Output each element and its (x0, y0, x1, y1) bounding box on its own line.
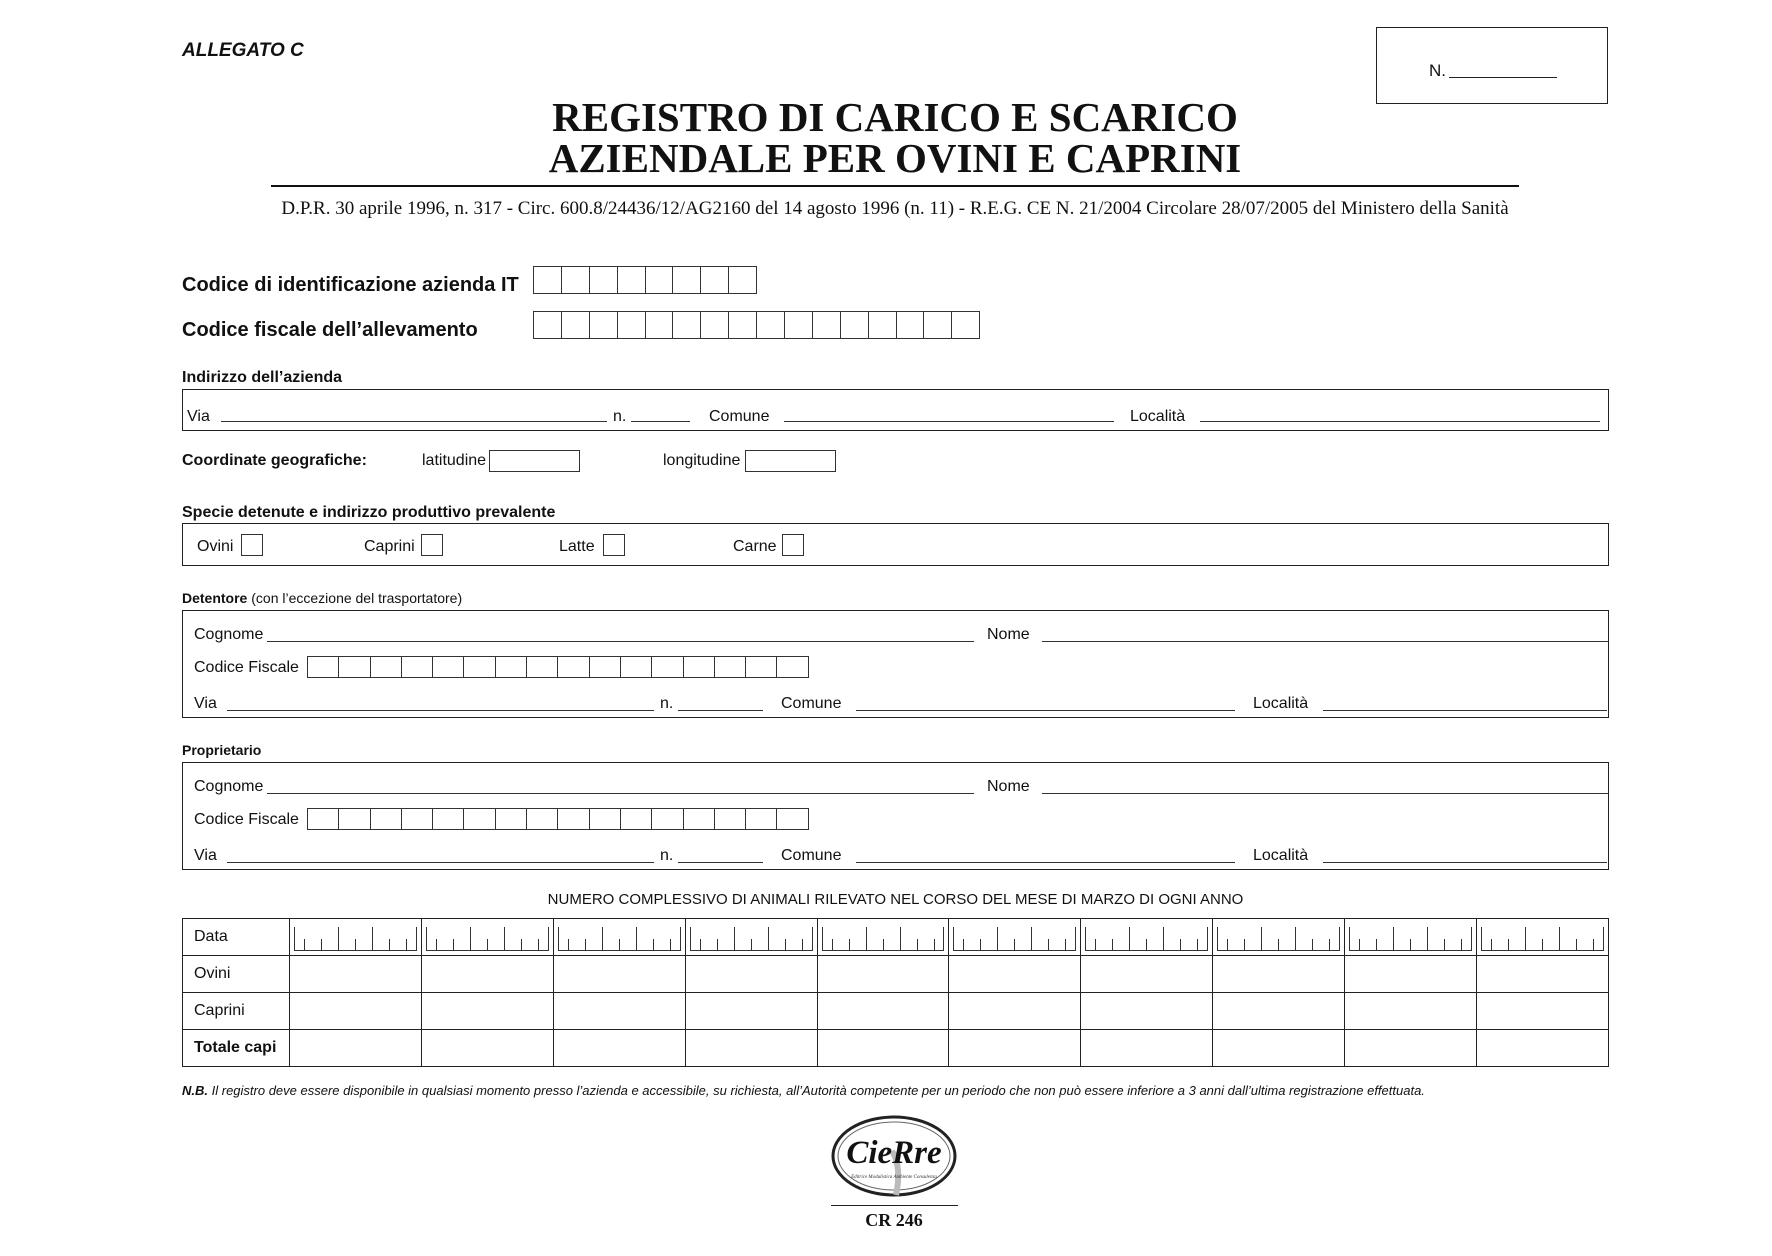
census-row-totale (183, 1030, 1609, 1067)
date-tick (832, 939, 833, 951)
census-row-label: Ovini (183, 956, 290, 993)
proprietario-number-field[interactable] (678, 862, 763, 863)
count-cell[interactable] (1345, 1030, 1477, 1067)
code-cell[interactable] (652, 809, 683, 829)
register-number-box (1376, 27, 1608, 104)
species-frame (182, 523, 1609, 566)
date-cell[interactable] (1345, 919, 1477, 956)
date-tick (406, 939, 407, 951)
detentore-comune-label: Comune (781, 695, 842, 712)
count-cell[interactable] (289, 956, 421, 993)
detentore-via-field[interactable] (227, 710, 654, 711)
code-cell[interactable] (729, 312, 757, 338)
date-tick (538, 939, 539, 951)
date-tick (436, 939, 437, 951)
date-cell[interactable] (685, 919, 817, 956)
date-tick (1146, 939, 1147, 951)
code-cell[interactable] (433, 809, 464, 829)
logo-wordmark: CieRre (846, 1135, 942, 1171)
address-via-field[interactable] (221, 421, 607, 422)
address-number-field[interactable] (631, 421, 690, 422)
allegato-label: ALLEGATO C (182, 40, 304, 61)
census-row-data (183, 919, 1609, 956)
carne-label: Carne (733, 538, 777, 555)
code-cell[interactable] (952, 312, 980, 338)
count-cell[interactable] (289, 1030, 421, 1067)
register-number-label: N. (1429, 61, 1446, 80)
count-cell[interactable] (817, 956, 949, 993)
proprietario-nome-field[interactable] (1042, 793, 1608, 794)
date-tick (355, 939, 356, 951)
date-tick (470, 927, 471, 951)
census-row-caprini (183, 993, 1609, 1030)
date-tick (1163, 927, 1164, 951)
date-tick (1112, 939, 1113, 951)
count-cell[interactable] (1081, 956, 1213, 993)
code-cell[interactable] (646, 312, 674, 338)
count-cell[interactable] (1476, 956, 1608, 993)
legal-reference: D.P.R. 30 aprile 1996, n. 317 - Circ. 600.8/24436/12/AG2160 del 14 agosto 1996 (n. 11) - R.E.G. CE N. 21/2004 Circolare 28/07/2005 del Ministero della Sanità (281, 198, 1509, 219)
proprietario-comune-field[interactable] (856, 862, 1235, 863)
date-tick (568, 939, 569, 951)
date-tick (1129, 927, 1130, 951)
date-tick (1427, 927, 1428, 951)
date-tick (1376, 939, 1377, 951)
code-cell[interactable] (402, 657, 433, 677)
footer-note-text: Il registro deve essere disponibile in qualsiasi momento presso l’azienda e accessibile, su richiesta, all’Autorità competente per un periodo che non può essere inferiore a 3 anni dall’ultima registrazione effettuata. (211, 1083, 1425, 1098)
caprini-label: Caprini (364, 538, 415, 555)
date-tick (504, 927, 505, 951)
date-tick (1095, 939, 1096, 951)
proprietario-frame (182, 762, 1609, 870)
code-cell[interactable] (777, 809, 808, 829)
proprietario-localita-field[interactable] (1323, 862, 1607, 863)
logo-tagline: Editrice Modulistica Ambiente Consulenza (851, 1175, 937, 1180)
count-cell[interactable] (949, 993, 1081, 1030)
detentore-cognome-label: Cognome (194, 626, 264, 643)
date-tick (602, 927, 603, 951)
code-cell[interactable] (590, 312, 618, 338)
date-tick (1031, 927, 1032, 951)
code-cell[interactable] (527, 809, 558, 829)
date-cell[interactable] (949, 919, 1081, 956)
code-cell[interactable] (841, 312, 869, 338)
count-cell[interactable] (1345, 993, 1477, 1030)
code-cell[interactable] (371, 809, 402, 829)
date-tick (453, 939, 454, 951)
proprietario-cf-cells[interactable] (307, 808, 809, 830)
date-tick (521, 939, 522, 951)
detentore-frame (182, 610, 1609, 718)
code-cell[interactable] (652, 657, 683, 677)
detentore-comune-field[interactable] (856, 710, 1235, 711)
code-cell[interactable] (757, 312, 785, 338)
date-tick (487, 939, 488, 951)
address-comune-field[interactable] (784, 421, 1114, 422)
date-tick (1065, 939, 1066, 951)
code-cell[interactable] (402, 809, 433, 829)
date-tick (883, 939, 884, 951)
date-cell[interactable] (1213, 919, 1345, 956)
count-cell[interactable] (1213, 993, 1345, 1030)
footer-note-prefix: N.B. (182, 1083, 208, 1098)
date-tick (917, 939, 918, 951)
code-cell[interactable] (684, 809, 715, 829)
count-cell[interactable] (949, 956, 1081, 993)
date-tick (1197, 939, 1198, 951)
code-cell[interactable] (701, 312, 729, 338)
date-cell[interactable] (421, 919, 553, 956)
date-tick (849, 939, 850, 951)
date-tick (934, 939, 935, 951)
date-tick (1312, 939, 1313, 951)
date-tick (997, 927, 998, 951)
date-tick (1393, 927, 1394, 951)
detentore-localita-label: Località (1253, 695, 1309, 712)
detentore-localita-field[interactable] (1323, 710, 1607, 711)
code-cell[interactable] (534, 267, 562, 293)
date-tick (1491, 939, 1492, 951)
code-cell[interactable] (464, 657, 495, 677)
date-tick (304, 939, 305, 951)
code-cell[interactable] (308, 809, 339, 829)
date-tick (866, 927, 867, 951)
count-cell[interactable] (421, 1030, 553, 1067)
census-row-ovini (183, 956, 1609, 993)
count-cell[interactable] (1081, 1030, 1213, 1067)
date-cell[interactable] (1081, 919, 1213, 956)
date-tick (1278, 939, 1279, 951)
latitude-field[interactable] (489, 450, 580, 472)
count-cell[interactable] (1213, 1030, 1345, 1067)
proprietario-cognome-label: Cognome (194, 778, 264, 795)
form-code: CR 246 (865, 1210, 923, 1230)
census-row-label: Caprini (183, 993, 290, 1030)
code-cell[interactable] (618, 267, 646, 293)
date-tick (321, 939, 322, 951)
census-row-label: Totale capi (183, 1030, 290, 1067)
code-cell[interactable] (339, 809, 370, 829)
count-cell[interactable] (1213, 956, 1345, 993)
coordinates-label: Coordinate geografiche: (182, 452, 367, 469)
detentore-nome-field[interactable] (1042, 641, 1608, 642)
count-cell[interactable] (1345, 956, 1477, 993)
logo-divider (831, 1205, 958, 1206)
detentore-via-label: Via (194, 695, 217, 712)
date-tick (700, 939, 701, 951)
census-row-label: Data (183, 919, 290, 956)
date-tick (768, 927, 769, 951)
date-tick (619, 939, 620, 951)
code-cell[interactable] (562, 312, 590, 338)
code-cell[interactable] (777, 657, 808, 677)
code-cell[interactable] (646, 267, 674, 293)
detentore-cf-cells[interactable] (307, 656, 809, 678)
code-cell[interactable] (496, 657, 527, 677)
code-cell[interactable] (785, 312, 813, 338)
proprietario-via-field[interactable] (227, 862, 654, 863)
code-cell[interactable] (621, 657, 652, 677)
code-cell[interactable] (562, 267, 590, 293)
date-tick (980, 939, 981, 951)
ovini-label: Ovini (197, 538, 234, 555)
caprini-checkbox[interactable] (421, 534, 443, 556)
count-cell[interactable] (949, 1030, 1081, 1067)
count-cell[interactable] (1476, 993, 1608, 1030)
code-cell[interactable] (746, 657, 777, 677)
code-cell[interactable] (813, 312, 841, 338)
date-tick (1359, 939, 1360, 951)
proprietario-via-label: Via (194, 847, 217, 864)
code-cell[interactable] (534, 312, 562, 338)
date-tick (1525, 927, 1526, 951)
count-cell[interactable] (685, 993, 817, 1030)
date-tick (1244, 939, 1245, 951)
azienda-code-label: Codice di identificazione azienda IT (182, 274, 519, 296)
date-cell[interactable] (553, 919, 685, 956)
species-section-label: Specie detenute e indirizzo produttivo prevalente (182, 504, 556, 521)
date-tick (636, 927, 637, 951)
date-cell[interactable] (1476, 919, 1608, 956)
ovini-checkbox[interactable] (241, 534, 263, 556)
fiscal-code-cells[interactable] (533, 311, 980, 339)
detentore-cf-label: Codice Fiscale (194, 659, 299, 676)
latitude-label: latitudine (422, 452, 487, 469)
detentore-section-label (182, 590, 462, 606)
code-cell[interactable] (527, 657, 558, 677)
date-tick (1180, 939, 1181, 951)
count-cell[interactable] (817, 993, 949, 1030)
date-tick (1593, 939, 1594, 951)
cierre-logo (830, 1113, 958, 1199)
date-tick (1227, 939, 1228, 951)
detentore-number-label: n. (660, 695, 674, 712)
date-tick (900, 927, 901, 951)
date-tick (1048, 939, 1049, 951)
address-frame (182, 389, 1609, 431)
date-cell[interactable] (817, 919, 949, 956)
detentore-title: Detentore (182, 590, 248, 606)
code-cell[interactable] (924, 312, 952, 338)
census-table (182, 918, 1609, 1067)
latte-label: Latte (559, 538, 595, 555)
proprietario-cf-label: Codice Fiscale (194, 811, 299, 828)
date-tick (372, 927, 373, 951)
code-cell[interactable] (673, 267, 701, 293)
proprietario-section-label: Proprietario (182, 742, 262, 758)
proprietario-localita-label: Località (1253, 847, 1309, 864)
count-cell[interactable] (553, 1030, 685, 1067)
address-via-label: Via (187, 408, 210, 425)
date-tick (338, 927, 339, 951)
count-cell[interactable] (685, 1030, 817, 1067)
count-cell[interactable] (289, 993, 421, 1030)
detentore-note: (con l’eccezione del trasportatore) (251, 590, 463, 606)
date-tick (1559, 927, 1560, 951)
code-cell[interactable] (464, 809, 495, 829)
count-cell[interactable] (685, 956, 817, 993)
code-cell[interactable] (746, 809, 777, 829)
date-cell[interactable] (289, 919, 421, 956)
address-localita-field[interactable] (1200, 421, 1600, 422)
azienda-code-cells[interactable] (533, 266, 757, 294)
code-cell[interactable] (371, 657, 402, 677)
date-tick (1576, 939, 1577, 951)
detentore-cognome-field[interactable] (267, 641, 974, 642)
date-tick (653, 939, 654, 951)
date-tick (785, 939, 786, 951)
title-line-1: REGISTRO DI CARICO E SCARICO (552, 94, 1238, 140)
date-tick (1444, 939, 1445, 951)
date-tick (717, 939, 718, 951)
date-tick (751, 939, 752, 951)
census-title: NUMERO COMPLESSIVO DI ANIMALI RILEVATO NEL CORSO DEL MESE DI MARZO DI OGNI ANNO (547, 891, 1244, 908)
count-cell[interactable] (421, 993, 553, 1030)
count-cell[interactable] (1476, 1030, 1608, 1067)
date-tick (1295, 927, 1296, 951)
code-cell[interactable] (673, 312, 701, 338)
carne-checkbox[interactable] (782, 534, 804, 556)
code-cell[interactable] (558, 809, 589, 829)
code-cell[interactable] (684, 657, 715, 677)
code-cell[interactable] (339, 657, 370, 677)
code-cell[interactable] (590, 657, 621, 677)
code-cell[interactable] (496, 809, 527, 829)
proprietario-nome-label: Nome (987, 778, 1030, 795)
date-tick (1014, 939, 1015, 951)
footer-note (182, 1083, 1425, 1098)
count-cell[interactable] (553, 993, 685, 1030)
code-cell[interactable] (621, 809, 652, 829)
code-cell[interactable] (308, 657, 339, 677)
detentore-nome-label: Nome (987, 626, 1030, 643)
title-line-2: AZIENDALE PER OVINI E CAPRINI (548, 135, 1242, 181)
code-cell[interactable] (701, 267, 729, 293)
date-tick (1261, 927, 1262, 951)
count-cell[interactable] (421, 956, 553, 993)
date-tick (802, 939, 803, 951)
latte-checkbox[interactable] (603, 534, 625, 556)
code-cell[interactable] (715, 809, 746, 829)
date-tick (585, 939, 586, 951)
date-tick (670, 939, 671, 951)
proprietario-cognome-field[interactable] (267, 793, 974, 794)
date-tick (1410, 939, 1411, 951)
code-cell[interactable] (869, 312, 897, 338)
address-number-label: n. (613, 408, 627, 425)
title-divider (271, 185, 1519, 187)
date-tick (1542, 939, 1543, 951)
code-cell[interactable] (590, 809, 621, 829)
address-section-label: Indirizzo dell’azienda (182, 369, 343, 386)
date-tick (1329, 939, 1330, 951)
proprietario-comune-label: Comune (781, 847, 842, 864)
count-cell[interactable] (553, 956, 685, 993)
code-cell[interactable] (590, 267, 618, 293)
date-tick (734, 927, 735, 951)
longitude-label: longitudine (663, 452, 741, 469)
date-tick (1461, 939, 1462, 951)
count-cell[interactable] (1081, 993, 1213, 1030)
count-cell[interactable] (817, 1030, 949, 1067)
detentore-number-field[interactable] (678, 710, 763, 711)
proprietario-number-label: n. (660, 847, 674, 864)
fiscal-code-label: Codice fiscale dell’allevamento (182, 319, 478, 341)
code-cell[interactable] (618, 312, 646, 338)
date-tick (389, 939, 390, 951)
code-cell[interactable] (715, 657, 746, 677)
date-tick (963, 939, 964, 951)
date-tick (1508, 939, 1509, 951)
code-cell[interactable] (729, 267, 757, 293)
longitude-field[interactable] (745, 450, 836, 472)
register-number-field[interactable] (1449, 77, 1557, 78)
code-cell[interactable] (897, 312, 925, 338)
address-comune-label: Comune (709, 408, 770, 425)
code-cell[interactable] (433, 657, 464, 677)
address-localita-label: Località (1130, 408, 1186, 425)
code-cell[interactable] (558, 657, 589, 677)
